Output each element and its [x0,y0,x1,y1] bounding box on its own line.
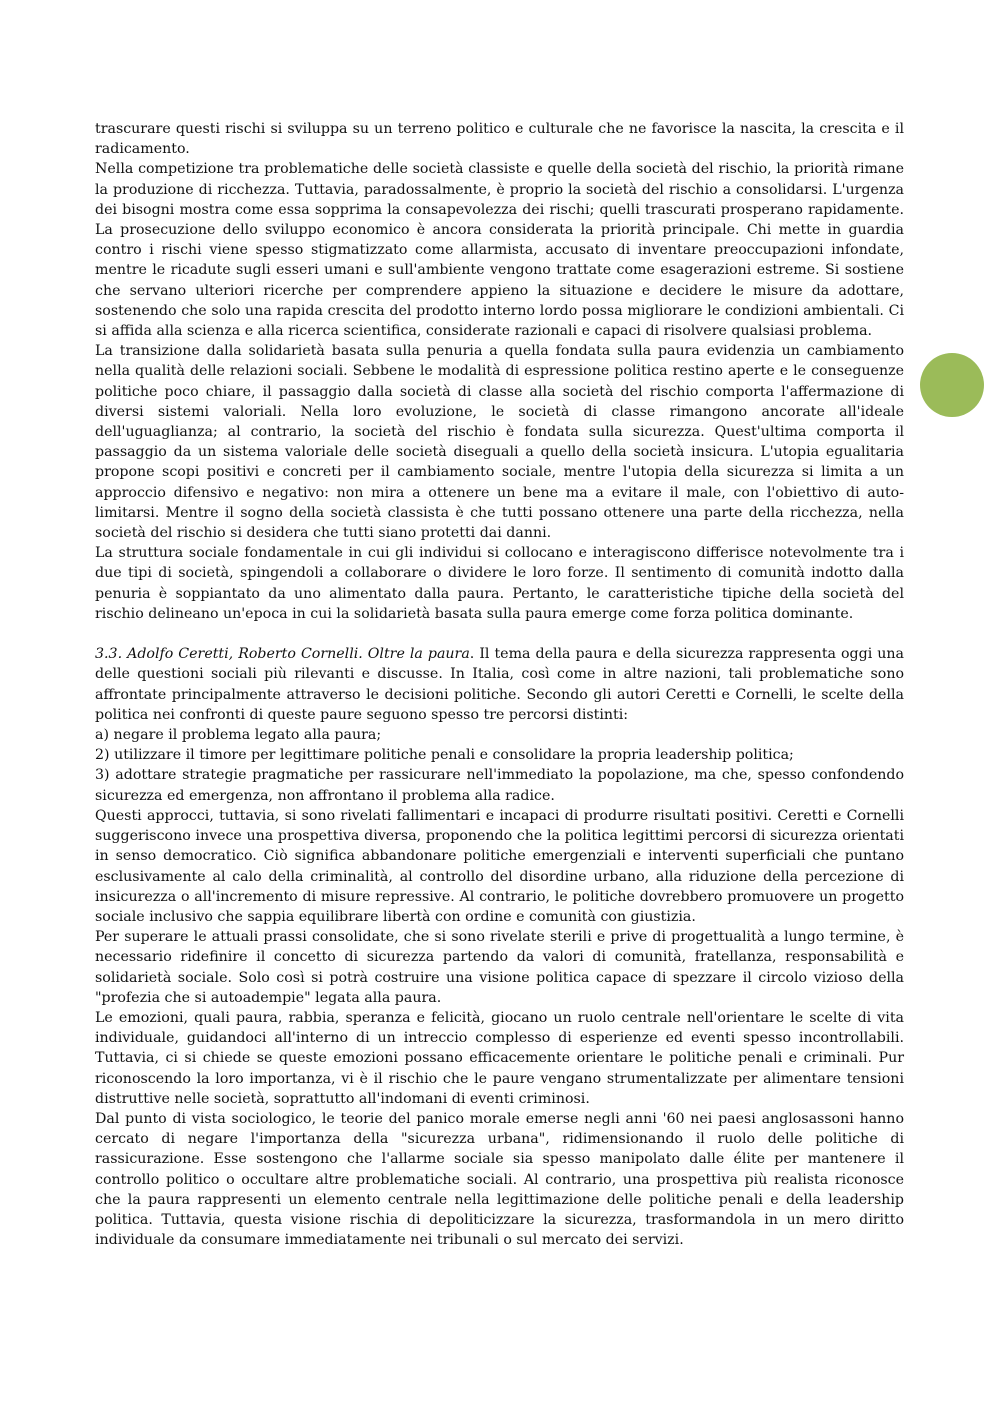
section-paragraph [95,644,904,725]
paragraph: Nella competizione tra problematiche delle società classiste e quelle della società del rischio, la priorità rimane la produzione di ricchezza. Tuttavia, paradossalmente, è proprio la società del rischio a consolidarsi. L'urgenza dei bisogni mostra come essa sopprima la consapevolezza dei rischi; quelli trascurati prosperano rapidamente. La prosecuzione dello sviluppo economico è ancora considerata la priorità principale. Chi mette in guardia contro i rischi viene spesso stigmatizzato come allarmista, accusato di inventare preoccupazioni infondate, mentre le ricadute sugli esseri umani e sull'ambiente vengono trattate come esagerazioni estreme. Si sostiene che servano ulteriori ricerche per comprendere appieno la situazione e decidere le misure da adottare, sostenendo che solo una rapida crescita del prodotto interno lordo possa migliorare le condizioni ambientali. Ci si affida alla scienza e alla ricerca scientifica, considerate razionali e capaci di risolvere qualsiasi problema. [95,161,904,340]
approach-list [95,725,904,806]
list-item: a) negare il problema legato alla paura; [95,727,382,744]
paragraph: Le emozioni, quali paura, rabbia, speranza e felicità, giocano un ruolo centrale nell'orientare le scelte di vita individuale, guidandoci all'interno di un intreccio complesso di esperienze ed eventi spesso incontrollabili. Tuttavia, ci si chiede se queste emozioni possano efficacemente orientare le politiche penali e criminali. Pur riconoscendo la loro importanza, vi è il rischio che le paure vengano strumentalizzate per alimentare tensioni distruttive nelle società, soprattutto all'indomani di eventi criminosi. [95,1009,904,1107]
decorative-green-circle [920,353,984,417]
document-body [95,119,904,1250]
section-intro: . Il tema della paura e della sicurezza rappresenta oggi una delle questioni sociali più rilevanti e discusse. In Italia, così come in altre nazioni, tali problematiche sono affrontate principalmente attraverso le decisioni politiche. Secondo gli autori Ceretti e Cornelli, le scelte della politica nei confronti di queste paure seguono spesso tre percorsi distinti: [95,646,904,723]
paragraph: La transizione dalla solidarietà basata sulla penuria a quella fondata sulla paura evidenzia un cambiamento nella qualità delle relazioni sociali. Sebbene le modalità di espressione politica restino aperte e le conseguenze politiche poco chiare, il passaggio dalla società di classe alla società del rischio comporta l'affermazione di diversi sistemi valoriali. Nella loro evoluzione, le società di classe rimangono ancorate all'ideale dell'uguaglianza; al contrario, la società del rischio è fondata sulla sicurezza. Quest'ultima comporta il passaggio da un sistema valoriale delle società diseguali a quello della società insicura. L'utopia egualitaria propone scopi positivi e concreti per il cambiamento sociale, mentre l'utopia della sicurezza si limita a un approccio difensivo e negativo: non mira a ottenere un bene ma a evitare il male, con l'obiettivo di auto-limitarsi. Mentre il sogno della società classista è che tutti possano ottenere una parte della ricchezza, nella società del rischio si desidera che tutti siano protetti dai danni. [95,343,904,542]
paragraph-spacer [95,624,904,644]
paragraph: Per superare le attuali prassi consolidate, che si sono rivelate sterili e prive di progettualità a lungo termine, è necessario ridefinire il concetto di sicurezza partendo da valori di comunità, fratellanza, responsabilità e solidarietà sociale. Solo così si potrà costruire una visione politica capace di spezzare il circolo vizioso della "profezia che si autoadempie" legata alla paura. [95,929,904,1006]
paragraph: Questi approcci, tuttavia, si sono rivelati fallimentari e incapaci di produrre risultati positivi. Ceretti e Cornelli suggeriscono invece una prospettiva diversa, proponendo che la politica legittimi percorsi di sicurezza orientati in senso democratico. Ciò significa abbandonare politiche emergenziali e interventi superficiali che puntano esclusivamente al calo della criminalità, al controllo del disordine urbano, alla riduzione della percezione di insicurezza o all'incremento di misure repressive. Al contrario, le politiche dovrebbero promuovere un progetto sociale inclusivo che sappia equilibrare libertà con ordine e comunità con giustizia. [95,807,904,925]
paragraph: La struttura sociale fondamentale in cui gli individui si collocano e interagiscono differisce notevolmente tra i due tipi di società, spingendoli a collaborare o dividere le loro forze. Il sentimento di comunità indotto dalla penuria è soppiantato da uno alimentato dalla paura. Pertanto, le caratteristiche tipiche della società del rischio delineano un'epoca in cui la solidarietà basata sulla paura emerge come forza politica dominante. [95,545,904,622]
paragraph: Dal punto di vista sociologico, le teorie del panico morale emerse negli anni '60 nei paesi anglosassoni hanno cercato di negare l'importanza della "sicurezza urbana", ridimensionando il ruolo delle politiche di rassicurazione. Esse sostengono che l'allarme sociale sia spesso manipolato dalle élite per mantenere il controllo politico o occultare altre problematiche sociali. Al contrario, una prospettiva più realista riconosce che la paura rappresenti un elemento centrale nella legittimazione delle politiche penali e della leadership politica. Tuttavia, questa visione rischia di depoliticizzare la sicurezza, trasformandola in un mero diritto individuale da consumare immediatamente nei tribunali o sul mercato dei servizi. [95,1110,904,1249]
list-item: 3) adottare strategie pragmatiche per rassicurare nell'immediato la popolazione, ma che, spesso confondendo sicurezza ed emergenza, non affrontano il problema alla radice. [95,767,904,804]
section-heading: 3.3. Adolfo Ceretti, Roberto Cornelli. Oltre la paura [95,646,470,663]
paragraph: trascurare questi rischi si sviluppa su un terreno politico e culturale che ne favorisce la nascita, la crescita e il radicamento. [95,121,904,158]
list-item: 2) utilizzare il timore per legittimare politiche penali e consolidare la propria leadership politica; [95,747,794,764]
